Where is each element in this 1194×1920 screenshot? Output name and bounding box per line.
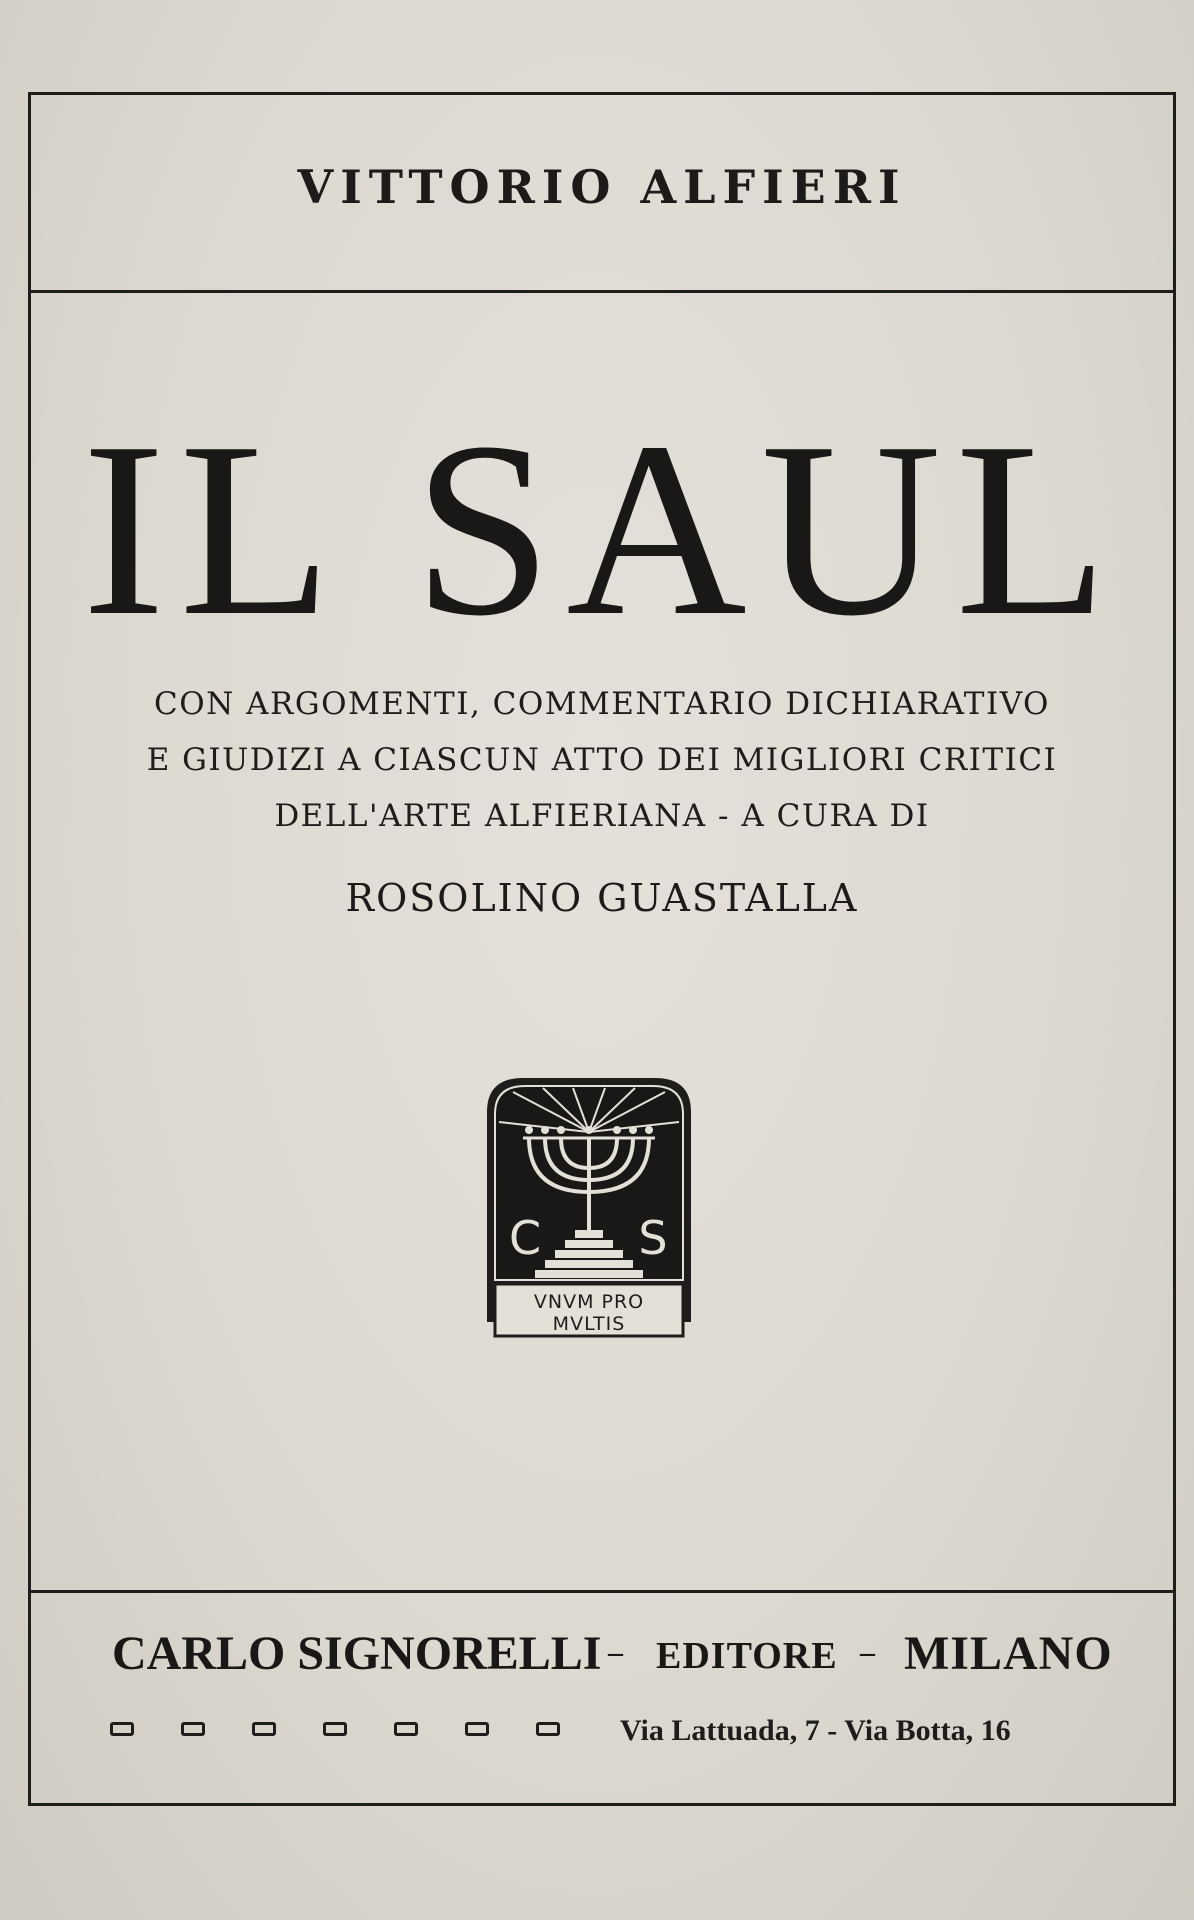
publisher-emblem bbox=[483, 1072, 695, 1342]
ornament-icon bbox=[394, 1722, 418, 1736]
publisher-dash-2: – bbox=[860, 1636, 875, 1669]
publisher-divider bbox=[28, 1590, 1176, 1593]
subtitle-line-1: CON ARGOMENTI, COMMENTARIO DICHIARATIVO bbox=[154, 686, 1050, 722]
publisher-dash-1: – bbox=[608, 1636, 623, 1669]
author-name: VITTORIO ALFIERI bbox=[297, 160, 907, 214]
ornament-icon bbox=[536, 1722, 560, 1736]
emblem-initial-c: C bbox=[508, 1211, 542, 1265]
ornament-icon bbox=[110, 1722, 134, 1736]
publisher-city: MILANO bbox=[904, 1627, 1113, 1680]
book-title: IL SAUL bbox=[81, 391, 1123, 668]
emblem-motto-line-1: VNVM PRO bbox=[533, 1291, 645, 1313]
subtitle-line-2: E GIUDIZI A CIASCUN ATTO DEI MIGLIORI CRITICI bbox=[146, 742, 1058, 778]
publisher-name: CARLO SIGNORELLI bbox=[112, 1627, 602, 1680]
emblem-initial-s: S bbox=[638, 1211, 668, 1265]
ornament-row bbox=[110, 1722, 560, 1736]
author-divider bbox=[28, 290, 1176, 293]
publisher-role: EDITORE bbox=[656, 1635, 838, 1677]
ornament-icon bbox=[323, 1722, 347, 1736]
ornament-icon bbox=[181, 1722, 205, 1736]
ornament-icon bbox=[465, 1722, 489, 1736]
page-border bbox=[28, 92, 1176, 1806]
editor-name: ROSOLINO GUASTALLA bbox=[345, 876, 859, 920]
publisher-address: Via Lattuada, 7 - Via Botta, 16 bbox=[620, 1714, 1011, 1747]
subtitle-line-3: DELL'ARTE ALFIERIANA - A CURA DI bbox=[274, 798, 930, 834]
ornament-icon bbox=[252, 1722, 276, 1736]
emblem-motto-line-2: MVLTIS bbox=[552, 1313, 626, 1335]
